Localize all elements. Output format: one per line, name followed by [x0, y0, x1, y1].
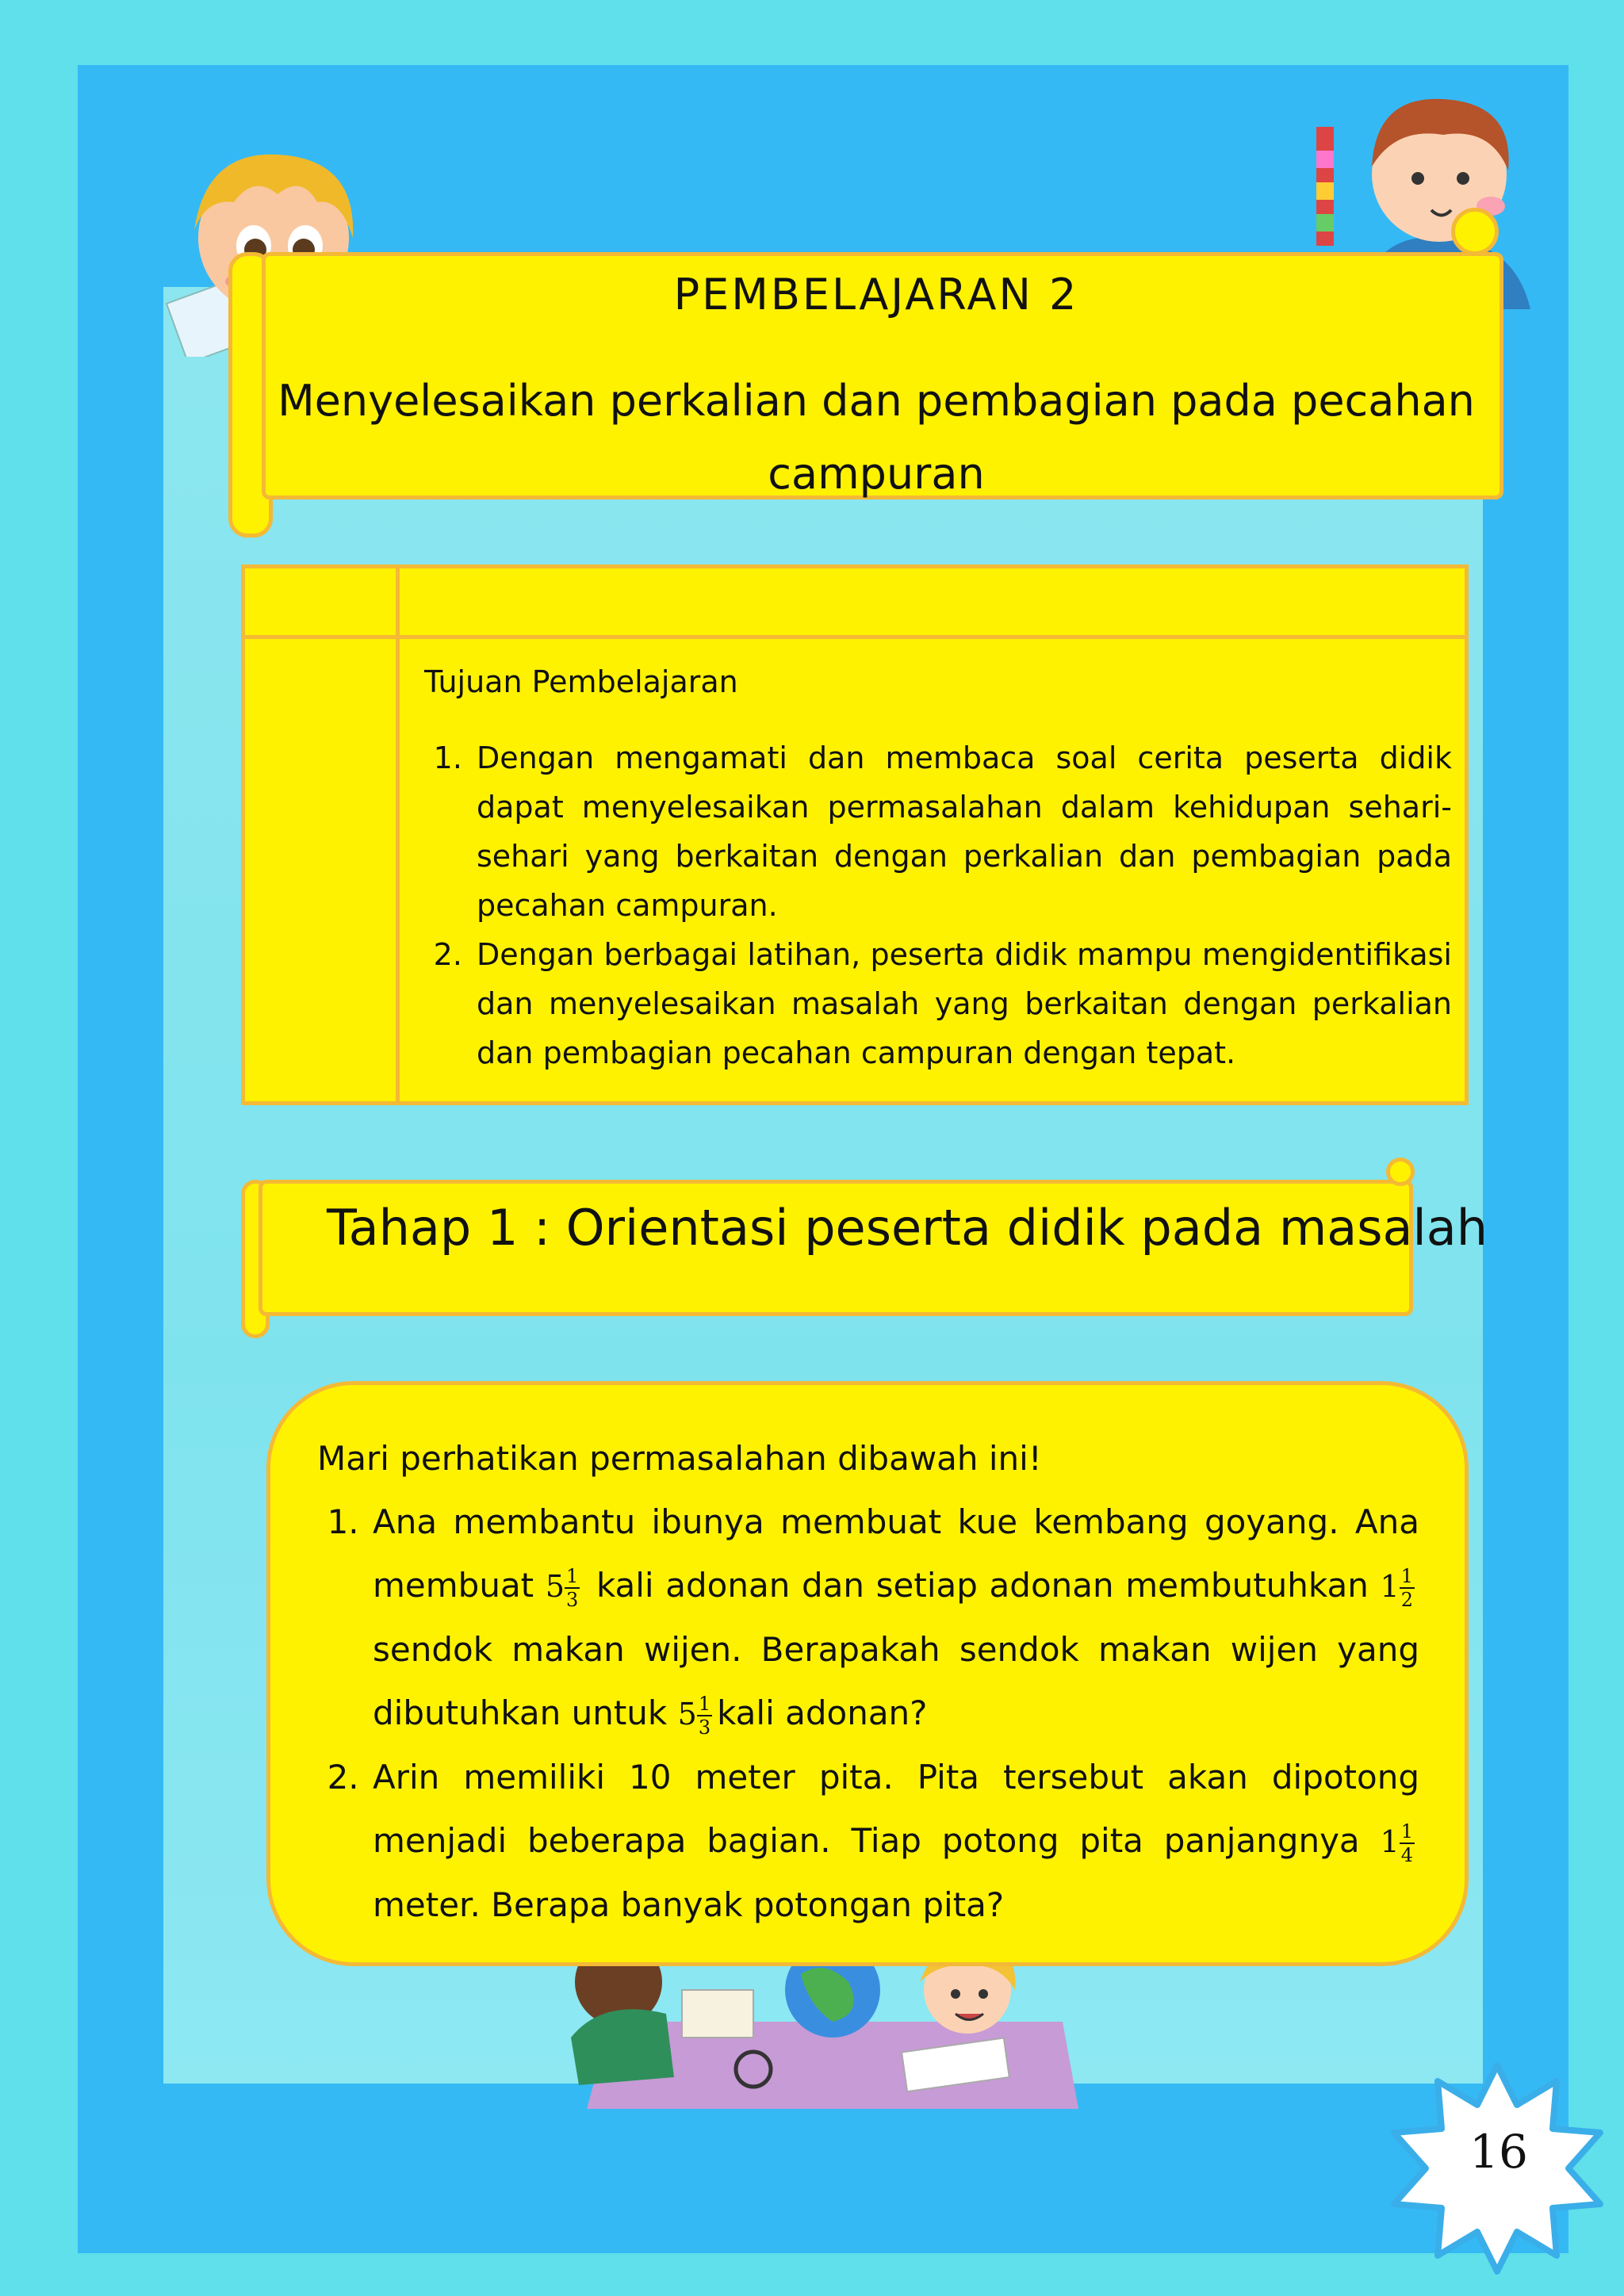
- page-number: 16: [1469, 2125, 1528, 2179]
- objectives-table: [241, 564, 1469, 1105]
- fraction-numerator: 1: [698, 1692, 711, 1715]
- objective-item: 2. Dengan berbagai latihan, peserta didik mampu mengidentifikasi dan menyelesaikan masalah yang berkaitan dengan perkalian dan pembagian pecahan campuran dengan tepat.: [472, 930, 1452, 1077]
- fraction-numerator: 1: [1400, 1564, 1413, 1587]
- lesson-subtitle: [270, 365, 1483, 511]
- stage-banner-curl-right: [1386, 1158, 1415, 1186]
- fraction-denominator: 3: [566, 1588, 579, 1611]
- problem-1-text-c: sendok makan wijen. Berapakah sendok makan wijen yang dibutuhkan untuk: [373, 1630, 1419, 1732]
- lesson-subtitle-line1: Menyelesaikan perkalian dan pembagian pada pecahan: [278, 376, 1475, 426]
- problem-content: [317, 1427, 1419, 1937]
- fraction-denominator: 3: [698, 1716, 711, 1739]
- problem-2-text-a: Arin memiliki 10 meter pita. Pita tersebut akan dipotong menjadi beberapa bagian. Tiap potong pita panjangnya: [373, 1758, 1419, 1860]
- fraction-numerator: 1: [1400, 1820, 1413, 1843]
- problem-1-text-b: kali adonan dan setiap adonan membutuhkan: [596, 1566, 1369, 1605]
- fraction-whole: 5: [545, 1569, 565, 1604]
- objectives-list: [424, 733, 1452, 1077]
- problem-list: [317, 1490, 1419, 1937]
- fraction: [1400, 1565, 1415, 1611]
- banner-curl-right: [1451, 208, 1499, 255]
- fraction-whole: 1: [1380, 1569, 1400, 1604]
- problem-1-text-a: Ana membantu ibunya membuat kue kembang goyang. Ana membuat: [373, 1502, 1419, 1605]
- fraction-whole: 5: [677, 1697, 697, 1732]
- problem-2-text-b: meter. Berapa banyak potongan pita?: [373, 1885, 1005, 1924]
- problem-1-text-d: kali adonan?: [717, 1693, 928, 1732]
- fraction: [565, 1565, 580, 1611]
- problem-item-1: [370, 1490, 1419, 1746]
- objective-item: 1. Dengan mengamati dan membaca soal cerita peserta didik dapat menyelesaikan permasalahan dalam kehidupan sehari-sehari yang berkaitan dengan perkalian dan pembagian pada pecahan campuran.: [472, 733, 1452, 930]
- objectives-heading: Tujuan Pembelajaran: [424, 664, 738, 699]
- table-divider-vertical: [396, 568, 400, 1101]
- problem-intro: Mari perhatikan permasalahan dibawah ini!: [317, 1439, 1042, 1478]
- fraction-denominator: 4: [1400, 1843, 1413, 1866]
- problem-item-2: [370, 1746, 1419, 1937]
- stage-title: Tahap 1 : Orientasi peserta didik pada masalah: [327, 1199, 1488, 1257]
- lesson-subtitle-line2: campuran: [768, 449, 985, 499]
- fraction: [697, 1693, 712, 1739]
- fraction-whole: 1: [1380, 1824, 1400, 1859]
- table-divider-horizontal: [245, 635, 1465, 639]
- fraction: [1400, 1820, 1415, 1866]
- objectives-content: [424, 657, 1452, 1077]
- fraction-denominator: 2: [1400, 1588, 1413, 1611]
- fraction-numerator: 1: [566, 1564, 579, 1587]
- lesson-title: PEMBELAJARAN 2: [673, 270, 1079, 320]
